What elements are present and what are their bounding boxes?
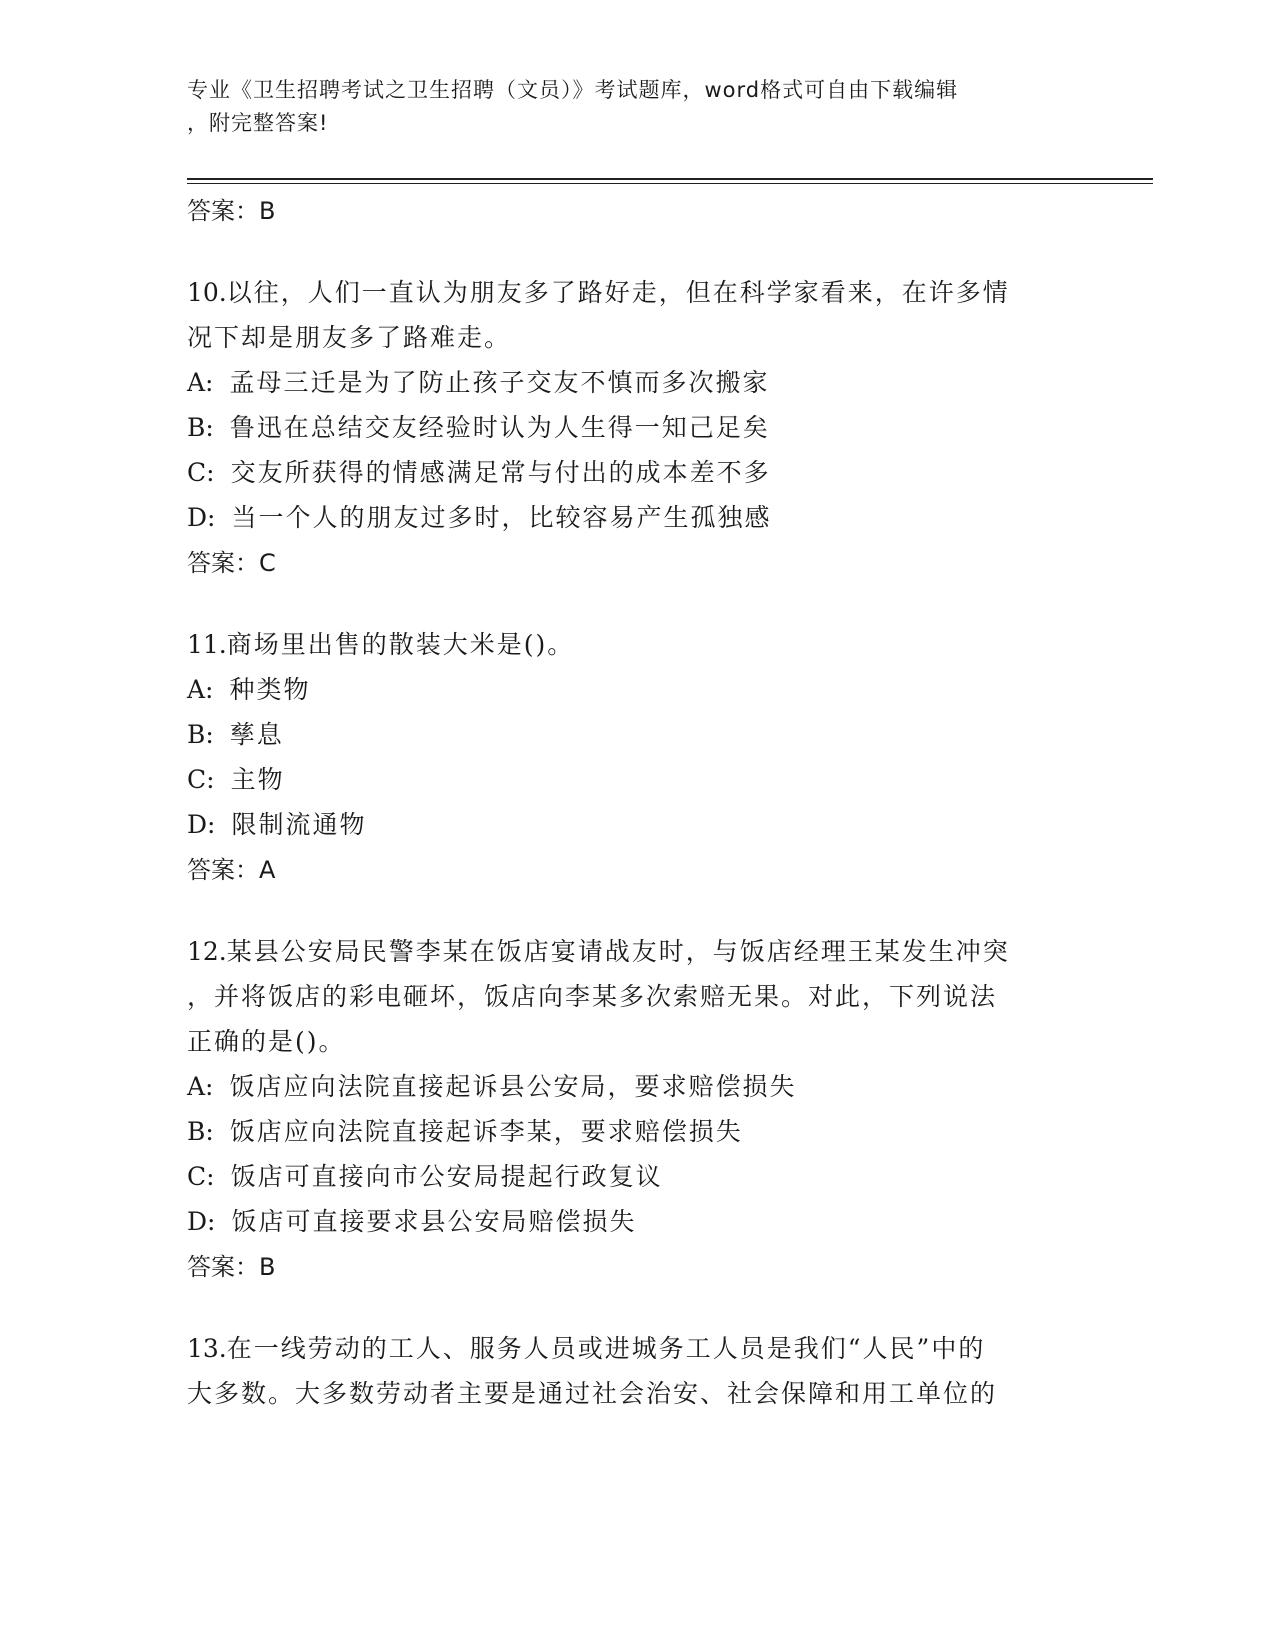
option-text: 鲁迅在总结交友经验时认为人生得一知己足矣 (229, 413, 770, 442)
option-b (187, 1109, 1087, 1154)
question-stem-line: 大多数。大多数劳动者主要是通过社会治安、社会保障和用工单位的 (187, 1379, 998, 1408)
question-text: 某县公安局民警李某在饭店宴请战友时，与饭店经理王某发生冲突 (226, 937, 1010, 966)
question-stem-line (187, 929, 1087, 974)
option-key: D: (187, 810, 216, 839)
option-key: A: (187, 1072, 214, 1101)
answer-line (187, 847, 1087, 893)
spacer (187, 234, 1087, 270)
spacer (187, 1290, 1087, 1326)
option-d (187, 1199, 1087, 1244)
question-list (187, 188, 1087, 1416)
option-key: C: (187, 1162, 215, 1191)
question-text: 以往，人们一直认为朋友多了路好走，但在科学家看来，在许多情 (226, 278, 1010, 307)
header-line-2: ，附完整答案! (187, 111, 329, 135)
option-text: 种类物 (229, 675, 311, 704)
question-block (187, 1326, 1087, 1416)
option-text: 饭店应向法院直接起诉李某，要求赔偿损失 (229, 1117, 743, 1146)
question-number: 10. (187, 278, 227, 307)
question-number: 13. (187, 1334, 227, 1363)
option-text: 孳息 (229, 720, 284, 749)
option-key: A: (187, 675, 214, 704)
option-text: 饭店可直接要求县公安局赔偿损失 (231, 1207, 637, 1236)
answer-line (187, 1244, 1087, 1290)
option-text: 孟母三迁是为了防止孩子交友不慎而多次搬家 (229, 368, 770, 397)
option-c (187, 450, 1087, 495)
option-a (187, 1064, 1087, 1109)
option-text: 饭店应向法院直接起诉县公安局，要求赔偿损失 (229, 1072, 797, 1101)
answer-line (187, 540, 1087, 586)
option-key: D: (187, 1207, 216, 1236)
option-a (187, 360, 1087, 405)
option-key: B: (187, 413, 214, 442)
option-key: C: (187, 765, 215, 794)
question-number: 11. (187, 630, 227, 659)
answer-prefix: 答案： (187, 197, 259, 225)
option-b (187, 405, 1087, 450)
option-text: 交友所获得的情感满足常与付出的成本差不多 (230, 458, 771, 487)
answer-prefix: 答案： (187, 856, 259, 884)
question-text: 商场里出售的散装大米是()。 (226, 630, 575, 659)
spacer (187, 586, 1087, 622)
option-key: B: (187, 720, 214, 749)
header-divider-thick (187, 178, 1153, 180)
question-stem-line (187, 1326, 1087, 1371)
option-key: C: (187, 458, 215, 487)
option-key: A: (187, 368, 214, 397)
option-key: D: (187, 503, 216, 532)
answer-value: A (259, 856, 276, 884)
question-stem-line: 况下却是朋友多了路难走。 (187, 323, 512, 352)
question-block (187, 622, 1087, 893)
question-block (187, 929, 1087, 1290)
question-stem-line: ，并将饭店的彩电砸坏，饭店向李某多次索赔无果。对此，下列说法 (187, 982, 998, 1011)
option-text: 饭店可直接向市公安局提起行政复议 (230, 1162, 663, 1191)
option-b (187, 712, 1087, 757)
option-key: B: (187, 1117, 214, 1146)
option-text: 当一个人的朋友过多时，比较容易产生孤独感 (231, 503, 772, 532)
page-header (187, 74, 1067, 140)
question-block (187, 270, 1087, 586)
answer-value: B (259, 197, 276, 225)
option-d (187, 802, 1087, 847)
option-text: 限制流通物 (231, 810, 367, 839)
question-text: 在一线劳动的工人、服务人员或进城务工人员是我们“人民”中的 (226, 1334, 986, 1363)
answer-prefix: 答案： (187, 1253, 259, 1281)
spacer (187, 893, 1087, 929)
option-a (187, 667, 1087, 712)
answer-value: B (259, 1253, 276, 1281)
answer-line (187, 188, 1087, 234)
option-text: 主物 (230, 765, 285, 794)
answer-prefix: 答案： (187, 549, 259, 577)
option-d (187, 495, 1087, 540)
header-divider-thin (187, 183, 1153, 184)
answer-value: C (259, 549, 276, 577)
question-stem-line (187, 622, 1087, 667)
header-line-1: 专业《卫生招聘考试之卫生招聘（文员）》考试题库，word格式可自由下载编辑 (187, 78, 959, 102)
question-stem-line (187, 270, 1087, 315)
question-stem-line: 正确的是()。 (187, 1027, 346, 1056)
question-number: 12. (187, 937, 227, 966)
option-c (187, 757, 1087, 802)
option-c (187, 1154, 1087, 1199)
